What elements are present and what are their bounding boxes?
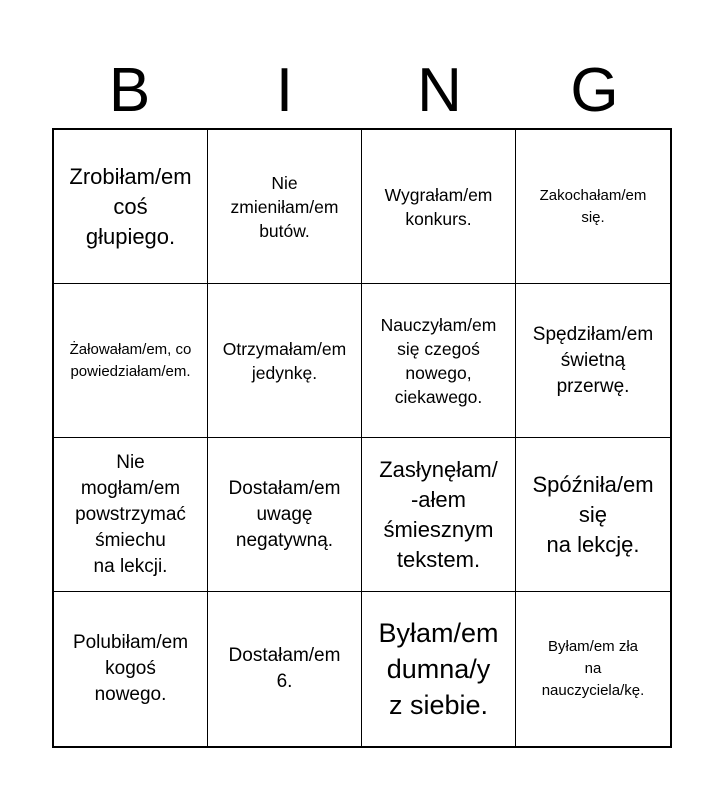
bingo-cell-text: Zrobiłam/em coś głupiego. bbox=[69, 163, 192, 249]
bingo-cell[interactable] bbox=[516, 284, 670, 438]
bingo-header bbox=[52, 55, 672, 127]
bingo-cell-text: Żałowałam/em, co powiedziałam/em. bbox=[69, 340, 192, 380]
bingo-cell-text: Spóźniła/em się na lekcję. bbox=[532, 471, 654, 557]
bingo-cell-text: Spędziłam/em świetną przerwę. bbox=[532, 323, 654, 397]
bingo-cell[interactable] bbox=[208, 284, 362, 438]
bingo-cell-text: Dostałam/em uwagę negatywną. bbox=[228, 477, 341, 551]
bingo-cell-text: Byłam/em dumna/y z siebie. bbox=[378, 618, 499, 720]
bingo-cell[interactable] bbox=[516, 130, 670, 284]
bingo-cell[interactable] bbox=[54, 592, 208, 746]
bingo-cell[interactable] bbox=[362, 438, 516, 592]
bingo-cell-text: Nie zmieniłam/em butów. bbox=[230, 172, 339, 241]
bingo-cell-text: Wygrałam/em konkurs. bbox=[384, 184, 493, 229]
header-letter-i: I bbox=[275, 56, 294, 125]
bingo-cell-text: Byłam/em zła na nauczyciela/kę. bbox=[541, 638, 645, 699]
bingo-cell[interactable] bbox=[516, 592, 670, 746]
bingo-cell-text: Zakochałam/em się. bbox=[539, 186, 647, 226]
header-letter-n: N bbox=[417, 56, 462, 125]
bingo-cell[interactable] bbox=[54, 284, 208, 438]
bingo-cell-text: Otrzymałam/em jedynkę. bbox=[222, 338, 347, 383]
bingo-cell[interactable] bbox=[516, 438, 670, 592]
bingo-cell[interactable] bbox=[54, 438, 208, 592]
bingo-cell-text: Polubiłam/em kogoś nowego. bbox=[72, 632, 189, 705]
bingo-cell[interactable] bbox=[208, 130, 362, 284]
bingo-cell-text: Nauczyłam/em się czegoś nowego, ciekawego. bbox=[380, 314, 497, 407]
bingo-cell-text: Zasłynęłam/ -ałem śmiesznym tekstem. bbox=[379, 456, 498, 572]
bingo-cell[interactable] bbox=[362, 284, 516, 438]
header-letter-g: G bbox=[570, 56, 619, 125]
bingo-cell-text: Nie mogłam/em powstrzymać śmiechu na lekcji. bbox=[75, 451, 186, 577]
bingo-card-grid bbox=[52, 128, 672, 748]
bingo-cell[interactable] bbox=[208, 438, 362, 592]
bingo-cell[interactable] bbox=[208, 592, 362, 746]
bingo-cell-text: Dostałam/em 6. bbox=[228, 645, 341, 692]
bingo-cell[interactable] bbox=[362, 130, 516, 284]
bingo-cell[interactable] bbox=[54, 130, 208, 284]
bingo-cell[interactable] bbox=[362, 592, 516, 746]
header-letter-b: B bbox=[108, 56, 151, 125]
